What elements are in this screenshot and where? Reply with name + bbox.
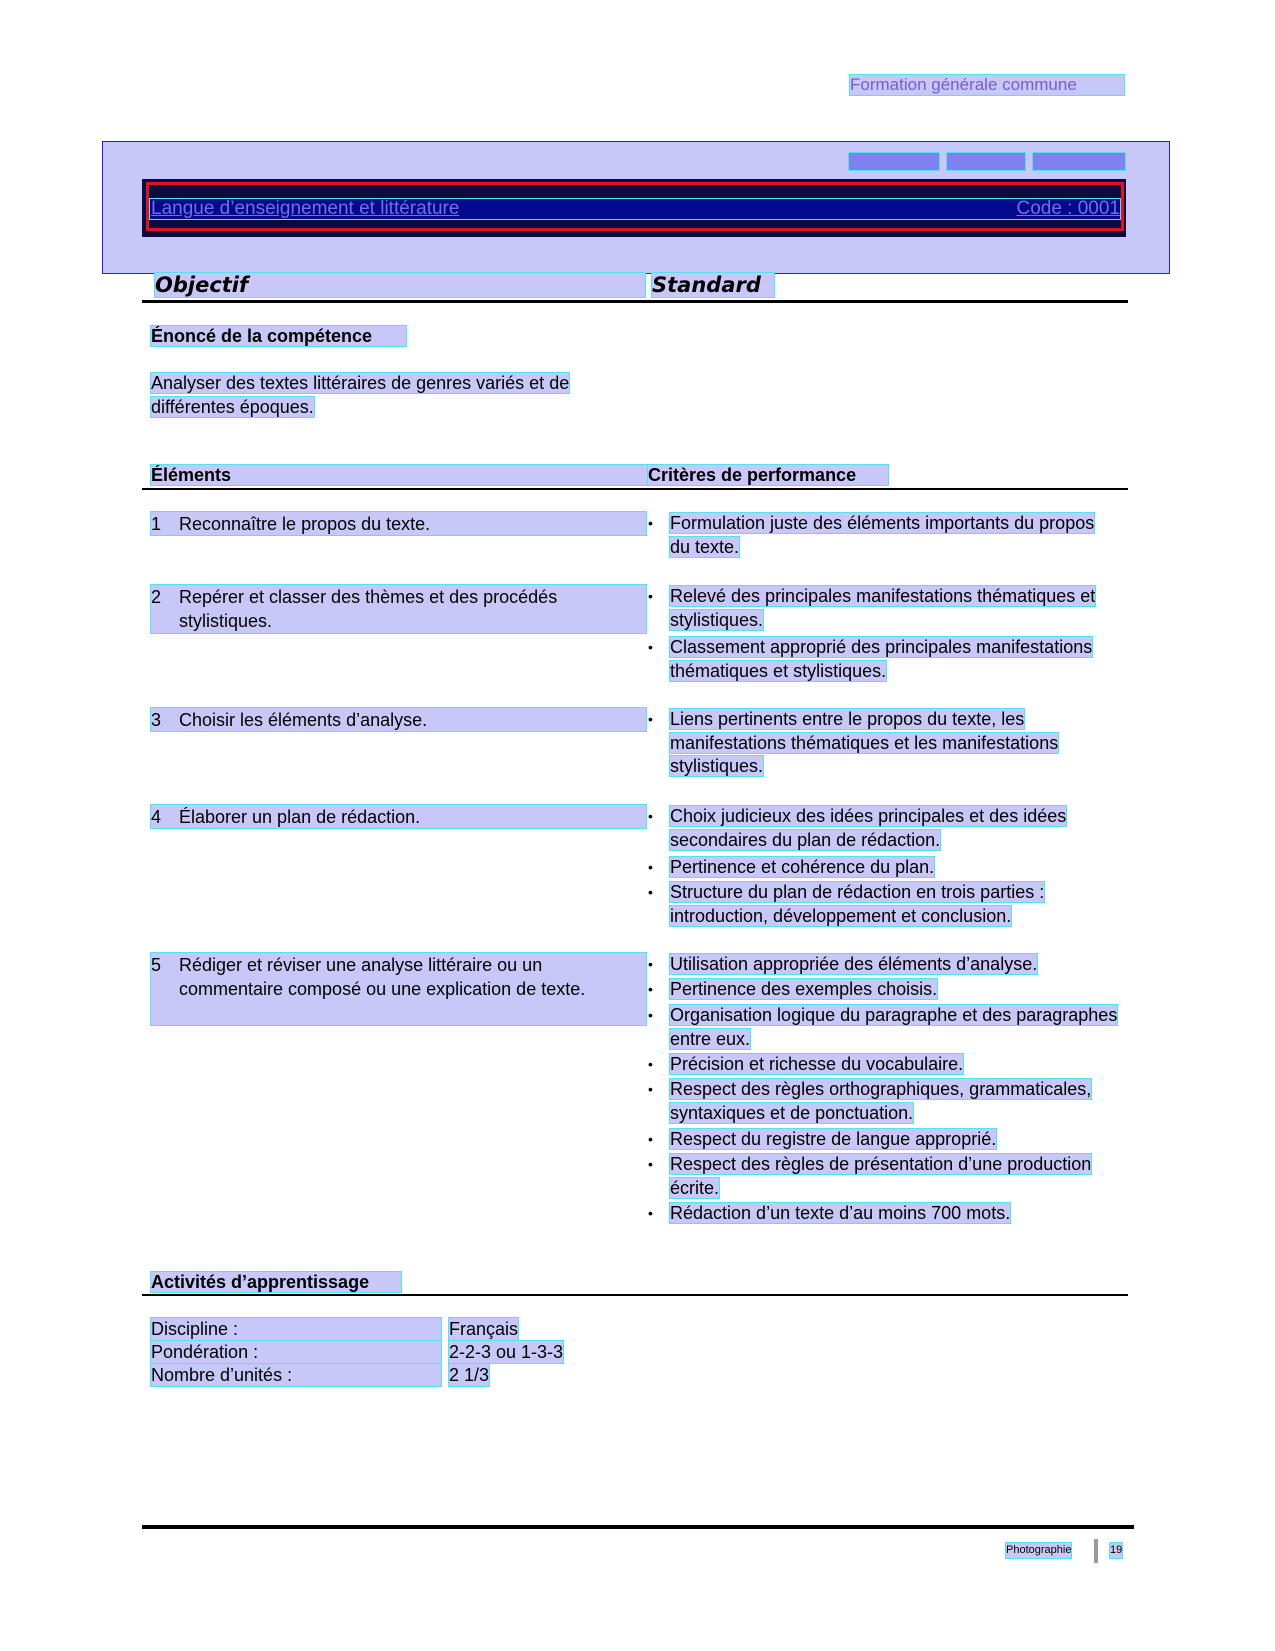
objectif-heading: Objectif	[155, 273, 645, 297]
activities-rule	[142, 1294, 1128, 1296]
elements-heading: Éléments	[151, 465, 647, 485]
criterion-text: Précision et richesse du vocabulaire.	[670, 1054, 964, 1074]
criterion-text: Relevé des principales manifestations thématiques et stylistiques.	[670, 586, 1096, 630]
element-number: 2	[151, 587, 162, 607]
element-text: Choisir les éléments d’analyse.	[179, 710, 428, 730]
bullet-icon: •	[648, 808, 653, 824]
course-code: Code : 0001	[1016, 198, 1120, 219]
criterion-item	[648, 978, 1118, 1002]
criterion-item	[648, 1128, 1118, 1152]
criterion-text: Liens pertinents entre le propos du texte, les manifestations thématiques et les manifestations stylistiques.	[670, 709, 1059, 776]
criterion-item	[648, 1202, 1118, 1226]
bullet-icon: •	[648, 639, 653, 655]
criterion-text: Pertinence et cohérence du plan.	[670, 857, 935, 877]
element-number: 5	[151, 955, 162, 975]
criterion-text: Pertinence des exemples choisis.	[670, 979, 938, 999]
bullet-icon: •	[648, 1156, 653, 1172]
footer-rule	[142, 1525, 1134, 1529]
footer-separator	[1094, 1539, 1098, 1563]
activity-value: 2 1/3	[449, 1365, 490, 1385]
criterion-item	[648, 881, 1118, 928]
footer-label: Photographie	[1006, 1544, 1072, 1556]
activity-row	[151, 1364, 581, 1386]
activity-row	[151, 1318, 581, 1340]
element-item	[151, 805, 646, 828]
element-number: 3	[151, 710, 162, 730]
criterion-item	[648, 856, 1118, 880]
page-footer	[1006, 1543, 1124, 1558]
bullet-icon: •	[648, 515, 653, 531]
bullet-icon: •	[648, 1007, 653, 1023]
activity-label: Nombre d’unités :	[151, 1364, 441, 1386]
criterion-text: Utilisation appropriée des éléments d’analyse.	[670, 954, 1038, 974]
criterion-item	[648, 512, 1118, 559]
criterion-text: Organisation logique du paragraphe et des paragraphes entre eux.	[670, 1005, 1118, 1049]
page-number: 19	[1110, 1544, 1123, 1556]
bullet-icon: •	[648, 981, 653, 997]
element-text: Élaborer un plan de rédaction.	[179, 807, 421, 827]
activity-label: Pondération :	[151, 1341, 441, 1363]
activities-heading: Activités d’apprentissage	[151, 1272, 401, 1292]
activity-label: Discipline :	[151, 1318, 441, 1340]
tab-strip	[849, 153, 1125, 170]
criterion-item	[648, 1078, 1118, 1125]
element-number: 4	[151, 807, 162, 827]
criterion-text: Structure du plan de rédaction en trois parties : introduction, développement et conclusion.	[670, 882, 1045, 926]
program-label: Formation générale commune	[850, 75, 1124, 95]
bullet-icon: •	[648, 1056, 653, 1072]
criterion-text: Formulation juste des éléments importants du propos du texte.	[670, 513, 1095, 557]
bullet-icon: •	[648, 884, 653, 900]
criterion-item	[648, 708, 1118, 779]
element-item	[151, 953, 646, 1025]
competence-text	[151, 372, 611, 419]
criterion-text: Respect du registre de langue approprié.	[670, 1129, 997, 1149]
element-text: Reconnaître le propos du texte.	[179, 514, 431, 534]
bullet-icon: •	[648, 859, 653, 875]
activity-value: 2-2-3 ou 1-3-3	[449, 1342, 564, 1362]
element-item	[151, 708, 646, 731]
bullet-icon: •	[648, 711, 653, 727]
section-rule	[142, 300, 1128, 303]
criterion-item	[648, 1153, 1118, 1200]
bullet-icon: •	[648, 956, 653, 972]
tab-1	[849, 153, 939, 170]
criteria-heading: Critères de performance	[648, 465, 888, 485]
course-title: Langue d’enseignement et littérature	[151, 198, 460, 219]
criterion-text: Choix judicieux des idées principales et des idées secondaires du plan de rédaction.	[670, 806, 1067, 850]
bullet-icon: •	[648, 1205, 653, 1221]
competence-statement: Analyser des textes littéraires de genres variés et de différentes époques.	[151, 373, 570, 417]
element-text: Repérer et classer des thèmes et des procédés stylistiques.	[179, 587, 558, 631]
criterion-text: Respect des règles de présentation d’une production écrite.	[670, 1154, 1092, 1198]
criterion-item	[648, 1004, 1118, 1051]
element-text: Rédiger et réviser une analyse littéraire ou un commentaire composé ou une explication de texte.	[179, 955, 586, 999]
criterion-item	[648, 636, 1118, 683]
bullet-icon: •	[648, 1081, 653, 1097]
criterion-item	[648, 953, 1118, 977]
criterion-text: Classement approprié des principales manifestations thématiques et stylistiques.	[670, 637, 1093, 681]
criterion-text: Rédaction d’un texte d’au moins 700 mots.	[670, 1203, 1011, 1223]
criterion-text: Respect des règles orthographiques, grammaticales, syntaxiques et de ponctuation.	[670, 1079, 1092, 1123]
element-item	[151, 585, 646, 633]
bullet-icon: •	[648, 588, 653, 604]
bullet-icon: •	[648, 1131, 653, 1147]
competence-heading: Énoncé de la compétence	[151, 326, 406, 346]
standard-heading: Standard	[652, 273, 774, 297]
criterion-item	[648, 1053, 1118, 1077]
criterion-item	[648, 585, 1118, 632]
criterion-item	[648, 805, 1118, 852]
activity-value: Français	[449, 1319, 519, 1339]
element-number: 1	[151, 514, 162, 534]
tab-3	[1033, 153, 1125, 170]
element-item	[151, 512, 646, 535]
criteria-rule	[142, 488, 1128, 490]
tab-2	[947, 153, 1025, 170]
activity-row	[151, 1341, 581, 1363]
